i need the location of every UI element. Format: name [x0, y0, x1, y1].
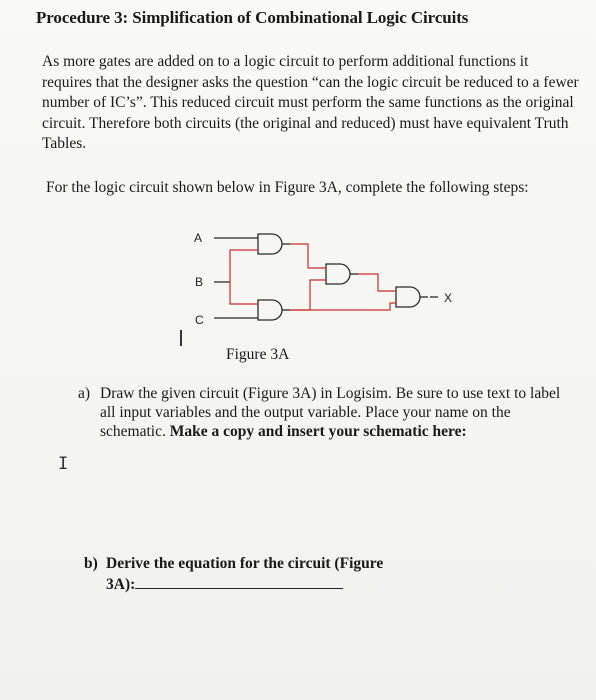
and-gate-2	[258, 300, 282, 320]
step-b-text: Derive the equation for the circuit (Figure 3A):	[106, 555, 384, 593]
step-a-marker: a)	[78, 385, 91, 402]
and-gate-4	[396, 287, 420, 307]
instructions-paragraph: For the logic circuit shown below in Figure 3A, complete the following steps:	[46, 179, 529, 196]
and-gate-3	[326, 264, 350, 284]
step-b	[84, 553, 414, 595]
step-b-marker: b)	[84, 555, 98, 572]
step-a	[78, 384, 578, 441]
input-label-b: B	[195, 275, 204, 289]
output-label-x: X	[444, 291, 453, 305]
text-cursor-icon: I	[58, 454, 69, 474]
input-label-c: C	[195, 313, 204, 327]
wire-g3-g4	[358, 274, 396, 291]
wire-b-down	[230, 282, 258, 304]
intro-paragraph: As more gates are added on to a logic circuit to perform additional functions it requires that the designer asks the question “can the logic circuit be reduced to a fewer number of IC’s”. This reduced circuit must perform the same functions as the original circuit. Therefore both circuits (the original and reduced) must have equivalent Truth Tables.	[42, 53, 579, 152]
stray-mark	[180, 330, 182, 346]
wire-g2-g3	[290, 280, 326, 310]
step-a-text: Draw the given circuit (Figure 3A) in Logisim. Be sure to use text to label all input variables and the output variable. Place your name on the schematic.	[100, 385, 561, 440]
and-gate-1	[258, 234, 282, 254]
procedure-title: Procedure 3: Simplification of Combinational Logic Circuits	[36, 8, 469, 27]
step-a-bold-text: Make a copy and insert your schematic here:	[169, 423, 467, 440]
input-label-a: A	[194, 231, 203, 245]
wire-g1-g3	[290, 244, 326, 268]
figure-caption: Figure 3A	[226, 346, 290, 363]
wire-g2-g4	[290, 303, 396, 310]
wire-b-split	[230, 250, 258, 282]
answer-blank-line[interactable]	[135, 574, 343, 589]
